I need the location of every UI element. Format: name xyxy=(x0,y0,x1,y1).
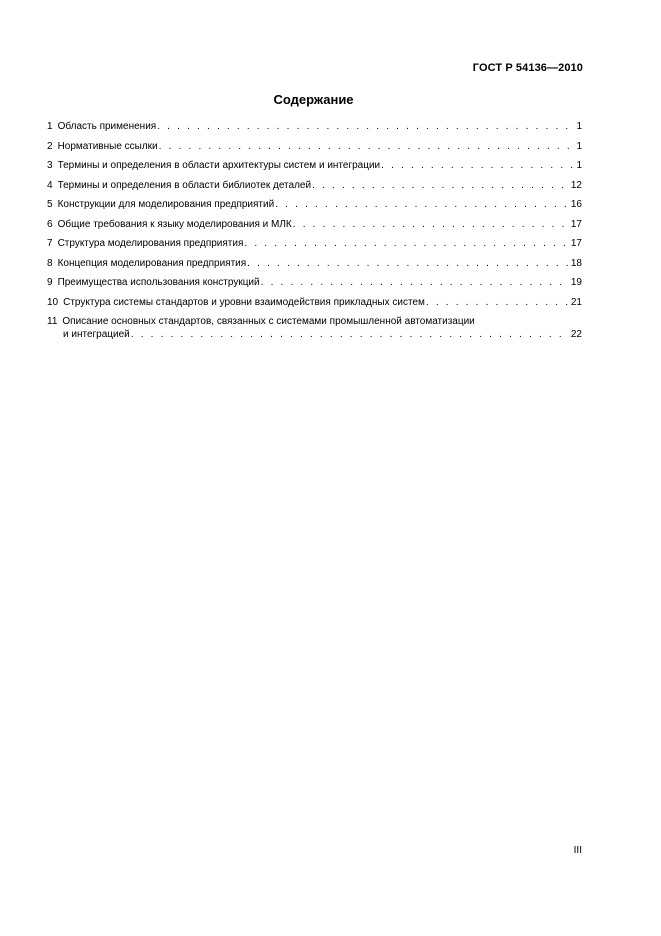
toc-entry-title: Преимущества использования конструкций xyxy=(57,277,260,288)
toc-entry[interactable] xyxy=(47,237,582,257)
toc-entry-number: 5 xyxy=(47,199,53,210)
toc-entry[interactable] xyxy=(47,198,582,218)
toc-entry-title: Структура системы стандартов и уровни взаимодействия прикладных систем xyxy=(63,296,425,308)
toc-entry-page: 1 xyxy=(576,160,582,171)
toc-entry-title: Область применения xyxy=(57,121,157,132)
toc-entry[interactable] xyxy=(47,120,582,140)
toc-entry-page: 22 xyxy=(570,329,582,340)
toc-entry[interactable] xyxy=(47,315,582,341)
toc-entry-page: 17 xyxy=(570,218,582,230)
document-code: ГОСТ Р 54136—2010 xyxy=(472,62,583,74)
toc-entry-number: 8 xyxy=(47,257,53,269)
toc-entry-number: 1 xyxy=(47,121,53,132)
toc-dot-leader xyxy=(159,140,576,153)
toc-entry-title: Концепция моделирования предприятия xyxy=(57,257,247,269)
toc-entry-page: 1 xyxy=(576,121,582,132)
toc-entry-title: Термины и определения в области библиотек деталей xyxy=(57,179,312,191)
toc-entry-number: 2 xyxy=(47,140,53,152)
table-of-contents xyxy=(47,120,582,341)
toc-entry-page: 18 xyxy=(570,257,582,269)
toc-entry[interactable] xyxy=(47,296,582,316)
toc-entry-number: 3 xyxy=(47,160,53,171)
toc-entry-title: Структура моделирования предприятия xyxy=(57,238,244,249)
toc-entry-title-continued: и интеграцией xyxy=(63,329,130,340)
toc-entry-page: 21 xyxy=(570,296,582,308)
toc-entry[interactable] xyxy=(47,140,582,160)
toc-dot-leader xyxy=(312,179,570,192)
toc-entry-number: 4 xyxy=(47,179,53,191)
toc-entry-page: 12 xyxy=(570,179,582,191)
toc-entry-title: Описание основных стандартов, связанных с системами промышленной автоматизации xyxy=(62,316,475,327)
page-number: III xyxy=(573,845,582,856)
toc-entry[interactable] xyxy=(47,159,582,179)
toc-entry-number: 6 xyxy=(47,218,53,230)
toc-dot-leader xyxy=(381,159,575,172)
toc-entry-number: 10 xyxy=(47,296,59,308)
toc-entry[interactable] xyxy=(47,257,582,277)
toc-entry-page: 1 xyxy=(576,140,582,152)
toc-dot-leader xyxy=(131,328,570,341)
toc-dot-leader xyxy=(293,218,570,231)
toc-dot-leader xyxy=(244,237,569,250)
toc-dot-leader xyxy=(275,198,570,211)
toc-entry[interactable] xyxy=(47,276,582,296)
toc-entry-number: 11 xyxy=(47,316,58,327)
toc-dot-leader xyxy=(426,296,570,309)
toc-dot-leader xyxy=(247,257,570,270)
toc-entry-page: 17 xyxy=(570,238,582,249)
toc-entry[interactable] xyxy=(47,218,582,238)
toc-entry-number: 9 xyxy=(47,277,53,288)
toc-dot-leader xyxy=(157,120,575,133)
toc-entry-title: Нормативные ссылки xyxy=(57,140,158,152)
toc-entry-title: Общие требования к языку моделирования и МЛК xyxy=(57,218,292,230)
toc-dot-leader xyxy=(261,276,570,289)
toc-entry-title: Конструкции для моделирования предприятий xyxy=(57,199,275,210)
toc-entry-page: 19 xyxy=(570,277,582,288)
toc-entry-number: 7 xyxy=(47,238,53,249)
toc-entry-title: Термины и определения в области архитектуры систем и интеграции xyxy=(57,160,381,171)
toc-entry-page: 16 xyxy=(570,199,582,210)
toc-title: Содержание xyxy=(273,92,354,107)
toc-entry[interactable] xyxy=(47,179,582,199)
